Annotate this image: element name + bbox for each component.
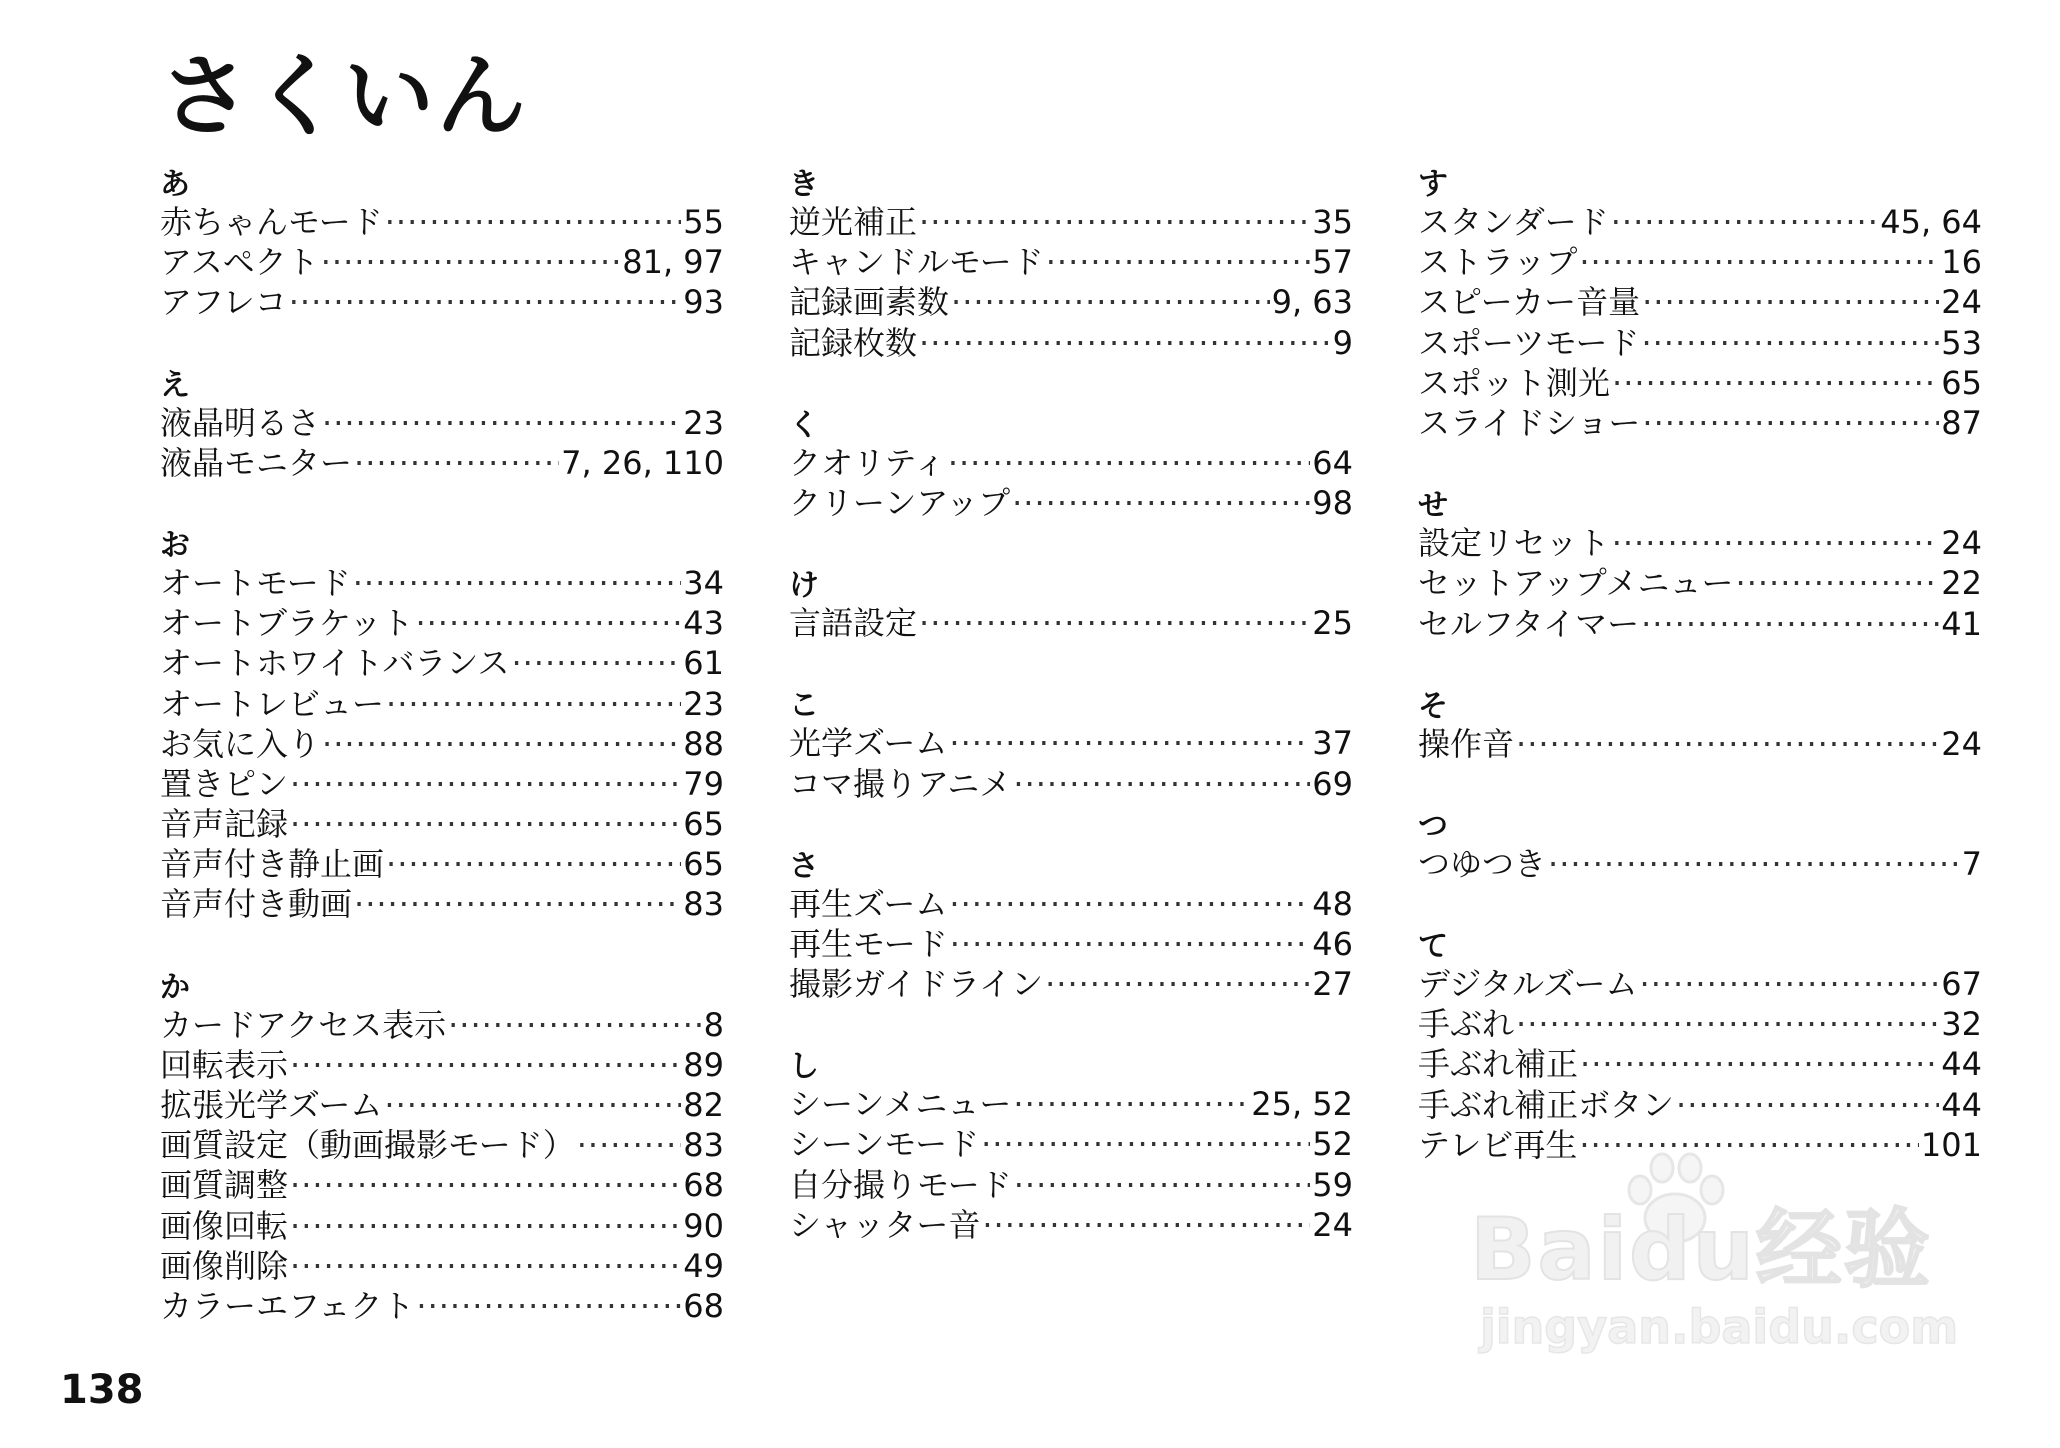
index-column-3 xyxy=(1418,162,1982,1205)
index-entry xyxy=(160,643,724,683)
dot-leader xyxy=(1612,363,1939,403)
index-entry xyxy=(789,924,1353,964)
index-entry xyxy=(789,1205,1353,1245)
dot-leader xyxy=(1641,323,1939,363)
page-number: 138 xyxy=(60,1367,144,1413)
index-page-ref: 53 xyxy=(1941,323,1982,362)
dot-leader xyxy=(290,1165,681,1205)
index-section xyxy=(789,403,1353,523)
page-title: さくいん xyxy=(160,44,528,149)
index-term: セルフタイマー xyxy=(1418,604,1640,643)
dot-leader xyxy=(981,1124,1310,1164)
dot-leader xyxy=(511,643,681,683)
dot-leader xyxy=(1676,1085,1939,1125)
index-term: 音声付き動画 xyxy=(160,885,353,924)
index-term: 記録画素数 xyxy=(789,283,950,322)
section-heading: お xyxy=(160,527,190,563)
index-term: 操作音 xyxy=(1418,724,1515,763)
index-entry xyxy=(789,202,1353,242)
index-term: つゆつき xyxy=(1418,844,1547,883)
index-term: テレビ再生 xyxy=(1418,1125,1578,1164)
dot-leader xyxy=(1012,483,1310,523)
index-term: 手ぶれ補正ボタン xyxy=(1418,1085,1675,1124)
index-entry xyxy=(160,804,724,844)
index-entry xyxy=(789,603,1353,643)
index-page-ref: 9, 63 xyxy=(1271,283,1353,322)
index-entry xyxy=(160,1005,724,1045)
section-heading: き xyxy=(789,167,819,202)
index-entry xyxy=(789,1124,1353,1164)
index-entry xyxy=(789,483,1353,523)
dot-leader xyxy=(1013,764,1310,804)
index-page-ref: 89 xyxy=(683,1045,724,1084)
section-heading: さ xyxy=(789,848,819,884)
index-term: スピーカー音量 xyxy=(1418,283,1641,322)
index-page-ref: 7 xyxy=(1961,844,1982,883)
index-page-ref: 8 xyxy=(703,1005,724,1044)
index-term: 手ぶれ xyxy=(1418,1005,1515,1044)
dot-leader xyxy=(1516,724,1939,764)
watermark-url: jingyan.baidu.com xyxy=(1480,1300,1959,1354)
index-entry xyxy=(1418,282,1982,322)
index-page-ref: 65 xyxy=(683,805,724,844)
index-term: 画質設定（動画撮影モード） xyxy=(160,1126,575,1165)
index-entry xyxy=(789,1084,1353,1124)
index-page-ref: 25 xyxy=(1312,604,1353,643)
dot-leader xyxy=(1736,563,1940,603)
dot-leader xyxy=(1579,1125,1919,1165)
index-term: セットアップメニュー xyxy=(1418,564,1734,603)
index-term: 画像回転 xyxy=(160,1206,289,1245)
index-entry xyxy=(160,563,724,603)
dot-leader xyxy=(386,844,681,884)
index-term: 置きピン xyxy=(160,764,289,803)
index-entry xyxy=(160,1085,724,1125)
dot-leader xyxy=(949,723,1310,763)
index-term: オートブラケット xyxy=(160,604,414,643)
dot-leader xyxy=(948,443,1310,483)
index-page-ref: 68 xyxy=(683,1286,724,1325)
index-section xyxy=(160,965,724,1327)
index-entry xyxy=(1418,202,1982,242)
index-term: オートモード xyxy=(160,563,351,602)
index-section xyxy=(1418,684,1982,764)
index-entry xyxy=(789,443,1353,483)
index-section xyxy=(789,844,1353,1005)
index-page-ref: 83 xyxy=(683,885,724,924)
index-page-ref: 65 xyxy=(683,845,724,884)
index-page-ref: 49 xyxy=(683,1246,724,1285)
index-term: 記録枚数 xyxy=(789,323,918,362)
index-entry xyxy=(1418,604,1982,644)
index-section xyxy=(789,683,1353,803)
index-page-ref: 24 xyxy=(1312,1205,1353,1244)
index-entry xyxy=(160,242,724,282)
index-page-ref: 69 xyxy=(1312,764,1353,803)
index-term: 画質調整 xyxy=(160,1166,289,1205)
index-section xyxy=(160,523,724,925)
dot-leader xyxy=(448,1005,702,1045)
index-entry xyxy=(1418,1044,1982,1084)
index-page-ref: 82 xyxy=(683,1086,724,1124)
index-page-ref: 83 xyxy=(683,1126,724,1165)
index-entry xyxy=(1418,724,1982,764)
index-term: 拡張光学ズーム xyxy=(160,1086,383,1124)
index-column-2 xyxy=(789,162,1353,1285)
index-entry xyxy=(789,723,1353,763)
index-entry xyxy=(1418,323,1982,363)
index-term: シャッター音 xyxy=(789,1205,981,1244)
dot-leader xyxy=(354,443,559,483)
index-page-ref: 52 xyxy=(1312,1125,1353,1164)
dot-leader xyxy=(1642,403,1939,443)
section-heading: く xyxy=(789,407,819,443)
index-entry xyxy=(160,884,724,924)
index-section xyxy=(1418,924,1982,1165)
dot-leader xyxy=(322,403,681,443)
dot-leader xyxy=(290,764,681,804)
dot-leader xyxy=(353,563,682,603)
index-entry xyxy=(160,202,724,242)
index-page-ref: 61 xyxy=(683,644,724,683)
index-term: 自分撮りモード xyxy=(789,1165,1012,1204)
index-entry xyxy=(1418,403,1982,443)
index-page-ref: 48 xyxy=(1312,884,1353,923)
index-page-ref: 27 xyxy=(1312,965,1353,1004)
index-page-ref: 93 xyxy=(683,283,724,322)
index-page-ref: 24 xyxy=(1941,724,1982,763)
index-term: お気に入り xyxy=(160,724,321,763)
dot-leader xyxy=(1612,523,1940,563)
index-entry xyxy=(789,884,1353,924)
index-page-ref: 79 xyxy=(683,764,724,803)
dot-leader xyxy=(1548,844,1960,884)
dot-leader xyxy=(919,603,1310,643)
dot-leader xyxy=(950,924,1311,964)
dot-leader xyxy=(919,202,1310,242)
index-term: スポット測光 xyxy=(1418,363,1611,402)
index-page-ref: 44 xyxy=(1941,1085,1982,1124)
index-section xyxy=(160,162,724,323)
index-entry xyxy=(1418,964,1982,1004)
dot-leader xyxy=(386,684,681,724)
dot-leader xyxy=(577,1125,682,1165)
index-term: 再生ズーム xyxy=(789,884,948,923)
index-entry xyxy=(1418,1125,1982,1165)
index-entry xyxy=(1418,1085,1982,1125)
dot-leader xyxy=(322,724,681,764)
dot-leader xyxy=(1580,1044,1939,1084)
dot-leader xyxy=(385,202,682,242)
dot-leader xyxy=(1640,964,1940,1004)
index-term: 撮影ガイドライン xyxy=(789,965,1044,1004)
dot-leader xyxy=(290,1045,681,1085)
index-page-ref: 98 xyxy=(1312,483,1353,522)
index-term: デジタルズーム xyxy=(1418,965,1638,1004)
index-term: キャンドルモード xyxy=(789,243,1044,282)
index-entry xyxy=(1418,523,1982,563)
index-entry xyxy=(160,1045,724,1085)
index-entry xyxy=(789,323,1353,363)
index-page-ref: 24 xyxy=(1941,524,1982,563)
index-entry xyxy=(160,403,724,443)
index-term: カラーエフェクト xyxy=(160,1286,415,1325)
index-page-ref: 23 xyxy=(683,403,724,442)
dot-leader xyxy=(1641,604,1939,644)
index-term: オートホワイトバランス xyxy=(160,644,510,683)
section-heading: け xyxy=(789,568,819,604)
section-heading: し xyxy=(789,1049,819,1085)
index-section xyxy=(789,563,1353,643)
index-page-ref: 22 xyxy=(1941,564,1982,603)
index-term: アフレコ xyxy=(160,283,287,322)
index-term: ストラップ xyxy=(1418,243,1578,282)
index-term: 音声記録 xyxy=(160,805,289,844)
dot-leader xyxy=(354,884,681,924)
dot-leader xyxy=(321,242,620,282)
section-heading: こ xyxy=(789,688,819,724)
index-entry xyxy=(789,242,1353,282)
index-term: スライドショー xyxy=(1418,403,1641,442)
dot-leader xyxy=(919,323,1331,363)
index-page-ref: 87 xyxy=(1941,403,1982,442)
index-entry xyxy=(160,1165,724,1205)
index-page-ref: 32 xyxy=(1941,1005,1982,1044)
index-term: 赤ちゃんモード xyxy=(160,203,383,241)
index-page-ref: 67 xyxy=(1941,965,1982,1004)
index-section xyxy=(1418,804,1982,884)
index-term: スタンダード xyxy=(1418,203,1609,241)
section-heading: か xyxy=(160,969,190,1005)
dot-leader xyxy=(384,1085,681,1125)
index-term: 液晶明るさ xyxy=(160,403,321,442)
index-entry xyxy=(789,1165,1353,1205)
index-column-1 xyxy=(160,162,724,1366)
index-entry xyxy=(789,282,1353,322)
index-term: カードアクセス表示 xyxy=(160,1005,447,1044)
index-page-ref: 37 xyxy=(1312,724,1353,763)
index-entry xyxy=(160,844,724,884)
dot-leader xyxy=(1516,1004,1939,1044)
section-heading: え xyxy=(160,367,190,403)
index-page-ref: 34 xyxy=(683,563,724,602)
index-page-ref: 23 xyxy=(683,684,724,723)
index-page-ref: 90 xyxy=(683,1206,724,1245)
index-term: 画像削除 xyxy=(160,1246,289,1285)
index-term: 逆光補正 xyxy=(789,203,918,241)
dot-leader xyxy=(290,804,681,844)
index-page-ref: 59 xyxy=(1312,1165,1353,1204)
index-term: シーンメニュー xyxy=(789,1085,1012,1124)
index-term: 手ぶれ補正 xyxy=(1418,1045,1579,1084)
index-page-ref: 64 xyxy=(1312,443,1353,482)
index-term: 再生モード xyxy=(789,924,948,963)
index-section xyxy=(789,162,1353,363)
index-page-ref: 65 xyxy=(1941,363,1982,402)
dot-leader xyxy=(1642,282,1939,322)
index-entry xyxy=(160,1206,724,1246)
index-term: アスペクト xyxy=(160,243,319,282)
index-page-ref: 35 xyxy=(1312,203,1353,241)
section-heading: せ xyxy=(1418,488,1448,524)
dot-leader xyxy=(1579,242,1939,282)
index-section xyxy=(789,1044,1353,1245)
dot-leader xyxy=(290,1206,681,1246)
index-term: 液晶モニター xyxy=(160,443,353,482)
index-entry xyxy=(160,1246,724,1286)
index-page-ref: 41 xyxy=(1941,604,1982,643)
index-entry xyxy=(160,1286,724,1326)
index-page-ref: 44 xyxy=(1941,1045,1982,1084)
index-page-ref: 55 xyxy=(683,203,724,241)
index-entry xyxy=(160,443,724,483)
index-page-ref: 101 xyxy=(1920,1125,1982,1164)
section-heading: す xyxy=(1418,167,1448,202)
index-entry xyxy=(1418,844,1982,884)
index-term: オートレビュー xyxy=(160,684,385,723)
index-page-ref: 7, 26, 110 xyxy=(561,443,724,482)
dot-leader xyxy=(982,1205,1310,1245)
index-entry xyxy=(1418,1004,1982,1044)
index-term: クオリティ xyxy=(789,443,946,482)
dot-leader xyxy=(1045,964,1310,1004)
dot-leader xyxy=(951,282,1270,322)
index-section xyxy=(1418,162,1982,443)
index-entry xyxy=(160,603,724,643)
index-entry xyxy=(1418,363,1982,403)
dot-leader xyxy=(949,884,1310,924)
index-page-ref: 16 xyxy=(1941,243,1982,282)
dot-leader xyxy=(1013,1084,1249,1124)
index-page-ref: 81, 97 xyxy=(622,243,724,282)
index-entry xyxy=(160,764,724,804)
index-page-ref: 24 xyxy=(1941,283,1982,322)
section-heading: つ xyxy=(1418,808,1448,844)
index-term: コマ撮りアニメ xyxy=(789,764,1012,803)
index-term: 音声付き静止画 xyxy=(160,845,385,884)
index-entry xyxy=(789,964,1353,1004)
dot-leader xyxy=(1014,1165,1311,1205)
index-section xyxy=(1418,483,1982,644)
dot-leader xyxy=(1611,202,1878,242)
index-page-ref: 25, 52 xyxy=(1251,1085,1353,1124)
index-page-ref: 43 xyxy=(683,604,724,643)
index-entry xyxy=(160,684,724,724)
index-entry xyxy=(160,1125,724,1165)
section-heading: て xyxy=(1418,929,1448,965)
index-term: 回転表示 xyxy=(160,1045,289,1084)
index-entry xyxy=(1418,242,1982,282)
index-term: クリーンアップ xyxy=(789,483,1011,522)
dot-leader xyxy=(290,1246,681,1286)
index-entry xyxy=(160,282,724,322)
index-term: シーンモード xyxy=(789,1125,980,1164)
index-page-ref: 9 xyxy=(1332,323,1353,362)
dot-leader xyxy=(416,1286,681,1326)
section-heading: あ xyxy=(160,167,190,202)
index-entry xyxy=(160,724,724,764)
index-term: 設定リセット xyxy=(1418,524,1610,563)
index-section xyxy=(160,363,724,483)
dot-leader xyxy=(289,282,682,322)
dot-leader xyxy=(1046,242,1311,282)
index-entry xyxy=(1418,563,1982,603)
index-entry xyxy=(789,764,1353,804)
index-term: 言語設定 xyxy=(789,604,918,643)
index-term: 光学ズーム xyxy=(789,724,948,763)
watermark-logo-text: Baidu经验 xyxy=(1470,1200,1932,1300)
dot-leader xyxy=(415,603,681,643)
section-heading: そ xyxy=(1418,688,1448,724)
index-page-ref: 88 xyxy=(683,724,724,763)
index-page-ref: 45, 64 xyxy=(1880,203,1982,241)
index-page-ref: 46 xyxy=(1312,924,1353,963)
index-term: スポーツモード xyxy=(1418,323,1640,362)
index-page-ref: 57 xyxy=(1312,243,1353,282)
index-page-ref: 68 xyxy=(683,1166,724,1205)
